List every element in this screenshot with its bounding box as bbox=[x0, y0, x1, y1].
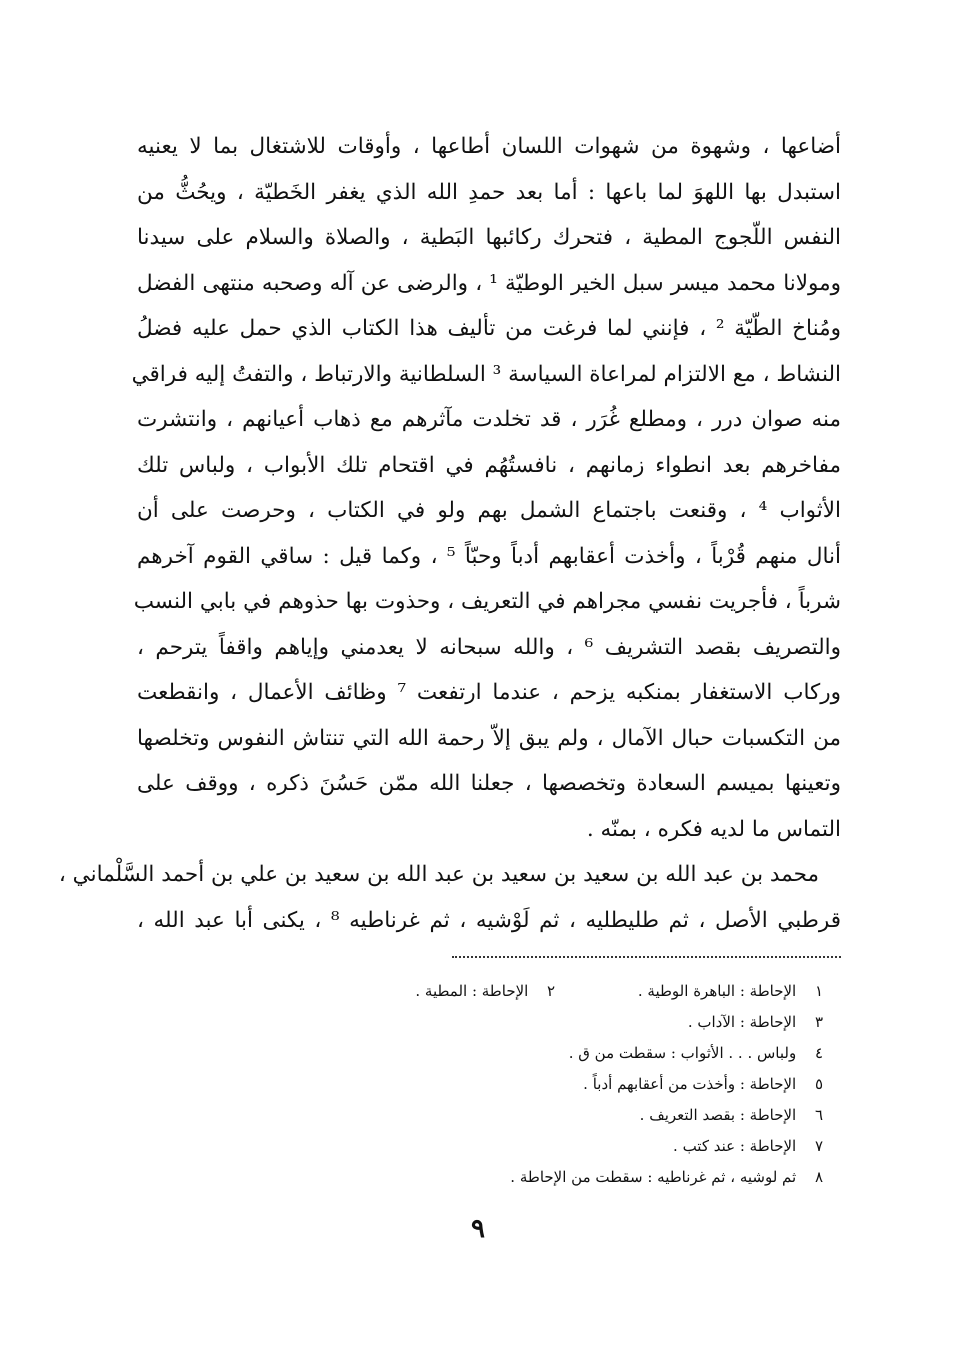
footnote-text: الإحاطة : الآداب . bbox=[687, 1013, 797, 1031]
footnote-text: الإحاطة : وأخذت من أعقابهم أدباً . bbox=[583, 1075, 797, 1093]
footnote-text: الإحاطة : بقصد التعريف . bbox=[639, 1106, 797, 1124]
footnote-text: ولباس . . . الأثواب : سقطت من ق . bbox=[568, 1044, 797, 1062]
text-line: النفس اللّجوج المطية ، فتحرك ركائبها البَطية ، والصلاة والسلام على سيدنا bbox=[137, 225, 841, 250]
footnote-number: ٤ bbox=[814, 1044, 823, 1062]
footnote-row bbox=[300, 1069, 823, 1100]
footnote-number: ٨ bbox=[814, 1168, 823, 1186]
text-line: شرباً ، فأجريت نفسي مجراهم في التعريف ، وحذوت بها حذوهم في بابي النسب bbox=[133, 589, 841, 614]
text-line: وتعينها بميسم السعادة وتخصصها ، جعلنا الله ممّن حَسُنَ ذكره ، ووقف على bbox=[137, 771, 841, 796]
footnote-row bbox=[300, 1162, 823, 1193]
text-line: والتصريف بقصد التشريف ⁶ ، والله سبحانه لا يعدمني وإياهم واقفاً يترحم ، bbox=[137, 634, 841, 660]
footnote-number: ٢ bbox=[547, 982, 556, 1000]
footnote-number: ٥ bbox=[814, 1075, 823, 1093]
footnotes bbox=[300, 976, 823, 1193]
footnote-row bbox=[300, 1007, 823, 1038]
footnote-text: ثم لوشيه ، ثم غرناطيه : سقطت من الإحاطة . bbox=[510, 1168, 797, 1186]
text-line: الأثواب ⁴ ، وقنعت باجتماع الشمل بهم ولو في الكتاب ، وحرصت على أن bbox=[137, 498, 841, 523]
text-line: منه صوان درر ، ومطلع غُرَر ، قد تخلدت مآثرهم مع ذهاب أعيانهم ، وانتشرت bbox=[137, 407, 841, 432]
footnote-number: ٧ bbox=[814, 1137, 823, 1155]
text-line: استبدل بها اللهوَ لما باعها : أما بعد حمدِ الله الذي يغفر الخَطيّة ، ويحُثُّ من bbox=[137, 179, 841, 205]
text-line: وركاب الاستغفار بمنكبه يزحم ، عندما ارتفعت ⁷ وظائف الأعمال ، وانقطعت bbox=[137, 680, 842, 705]
footnote-divider bbox=[452, 956, 841, 958]
footnote-row bbox=[300, 1131, 823, 1162]
footnote-number: ١ bbox=[814, 982, 823, 1000]
main-text bbox=[58, 124, 842, 943]
footnote-row bbox=[300, 1100, 823, 1131]
text-line: مفاخرهم بعد انطواء زمانهم ، نافستُهُم في اقتحام تلك الأبواب ، ولباس تلك bbox=[137, 452, 841, 478]
text-line: أضاعها ، وشهوة من شهوات اللسان أطاعها ، وأوقات للاشتغال بما لا يعنيه bbox=[137, 134, 841, 159]
text-line: قرطبي الأصل ، ثم طليطليه ، ثم لَوْشيه ، ثم غرناطيه ⁸ ، يكنى أبا عبد الله ، bbox=[137, 907, 841, 933]
footnote-text: الإحاطة : المطية . bbox=[415, 982, 529, 1000]
text-line: ومُناخ الطّيّة ² ، فإنني لما فرغت من تأليف هذا الكتاب الذي حمل عليه فضلُ bbox=[137, 316, 841, 341]
page-number: ٩ bbox=[471, 1214, 485, 1244]
footnote-text: الإحاطة : الباهرة الوطية . bbox=[637, 982, 797, 1000]
text-line: ومولانا محمد ميسر سبل الخير الوطيّة ¹ ، والرضى عن آله وصحبه منتهى الفضل bbox=[137, 270, 841, 296]
text-line: من التكسبات حبال الآمال ، ولم يبق إلاّ رحمة الله التي تنتاش النفوس وتخلصها bbox=[137, 725, 841, 751]
footnote-text: الإحاطة : عند كتب . bbox=[673, 1137, 797, 1155]
text-line: التماس ما لديه فكره ، بمنّه . bbox=[586, 816, 841, 842]
footnote-number: ٦ bbox=[814, 1106, 823, 1124]
footnote-number: ٣ bbox=[814, 1013, 823, 1031]
text-line: النشاط ، مع الالتزام لمراعاة السياسة ³ السلطانية والارتباط ، والتفتُ إليه فراقي bbox=[131, 361, 841, 387]
footnote-row bbox=[300, 1038, 823, 1069]
text-line: أنال منهم قُرْباً ، وأخذت أعقابهم أدباً وحبّاً ⁵ ، وكما قيل : ساقي القوم آخرهم bbox=[137, 543, 841, 569]
footnote-row bbox=[300, 976, 823, 1007]
text-line: محمد بن عبد الله بن سعيد بن سعيد بن عبد الله بن سعيد بن علي بن أحمد السَّلْماني ، bbox=[58, 862, 819, 887]
